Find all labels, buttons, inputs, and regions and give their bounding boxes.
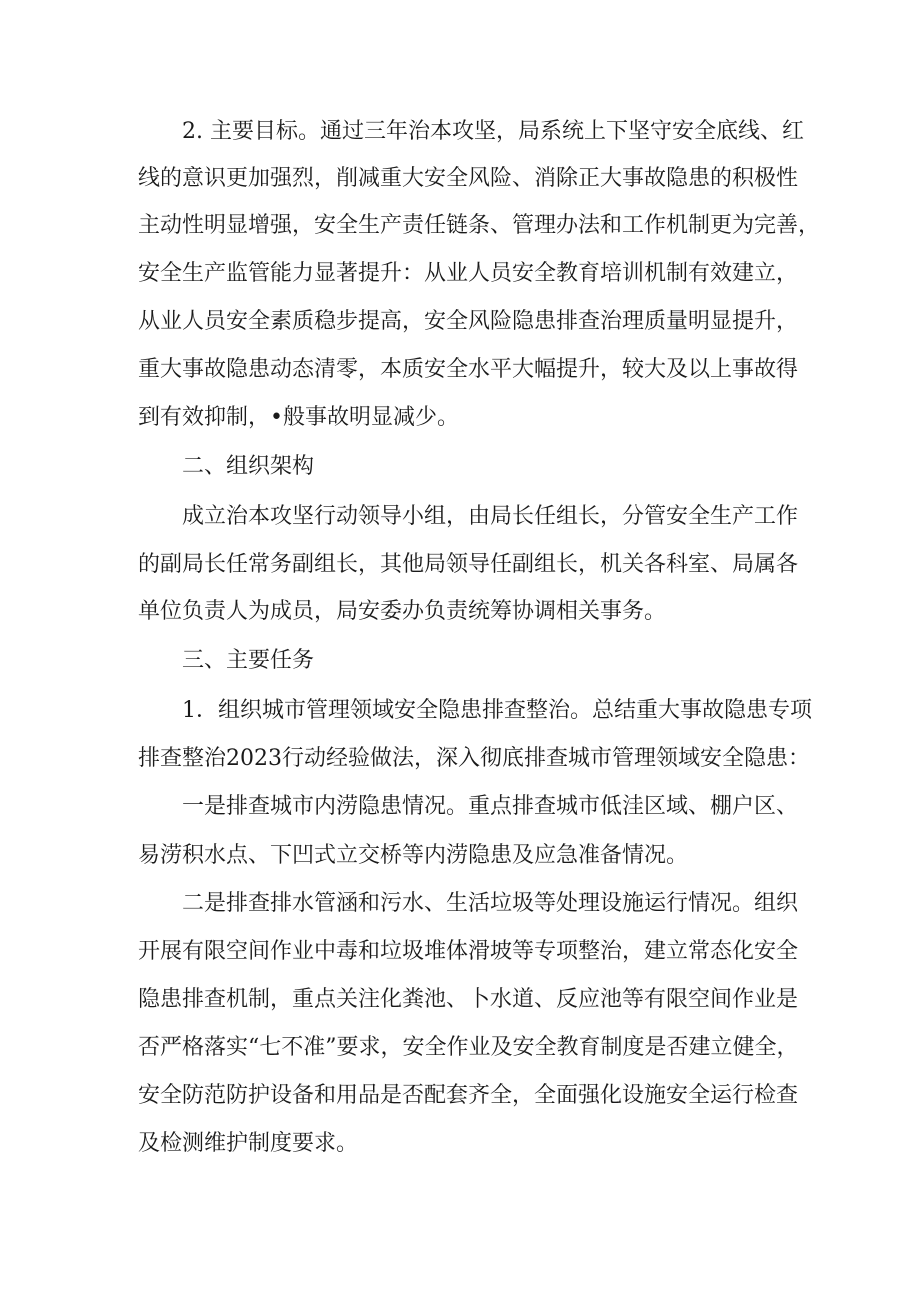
text-line: 二是排查排水管涵和污水、生活垃圾等处理设施运行情况。组织 xyxy=(138,891,799,916)
text-line: 易涝积水点、下凹式立交桥等内涝隐患及应急准备情况。 xyxy=(138,843,689,868)
text-line: 开展有限空间作业中毒和垃圾堆体滑坡等专项整治，建立常态化安全 xyxy=(138,939,799,964)
text-line: 排查整治2023行动经验做法，深入彻底排查城市管理领域安全隐患： xyxy=(138,746,810,771)
text-line: 及检测维护制度要求。 xyxy=(138,1131,359,1156)
text-line: 成立治本攻坚行动领导小组，由局长任组长，分管安全生产工作 xyxy=(138,504,799,529)
section-heading-org: 二、组织架构 xyxy=(182,454,315,479)
text-line: 单位负责人为成员，局安委办负责统筹协调相关事务。 xyxy=(138,599,667,624)
text-line: 从业人员安全素质稳步提高，安全风险隐患排查治理质量明显提升， xyxy=(138,309,799,334)
text-line: 1．组织城市管理领域安全隐患排查整治。总结重大事故隐患专项 xyxy=(138,698,812,723)
text-line: 线的意识更加强烈，削减重大安全风险、消除正大事故隐患的积极性 xyxy=(138,166,799,191)
text-line: 隐患排查机制，重点关注化粪池、卜水道、反应池等有限空间作业是 xyxy=(138,987,799,1012)
text-line: 安全防范防护设备和用品是否配套齐全，全面强化设施安全运行检查 xyxy=(138,1083,799,1108)
text-line: 否严格落实“七不准”要求，安全作业及安全教育制度是否建立健全， xyxy=(138,1035,799,1060)
text-line: 安全生产监管能力显著提升：从业人员安全教育培训机制有效建立， xyxy=(138,261,799,286)
text-line: 2. 主要目标。通过三年治本攻坚，局系统上下坚守安全底线、红 xyxy=(138,119,804,144)
text-line: 重大事故隐患动态清零，本质安全水平大幅提升，较大及以上事故得 xyxy=(138,357,799,382)
text-line: 一是排查城市内涝隐患情况。重点排查城市低洼区域、棚户区、 xyxy=(138,794,799,819)
text-line: 主动性明显增强，安全生产责任链条、管理办法和工作机制更为完善， xyxy=(138,213,821,238)
section-heading-tasks: 三、主要任务 xyxy=(182,648,315,673)
text-line: 的副局长任常务副组长，其他局领导任副组长，机关各科室、局属各 xyxy=(138,552,799,577)
text-line: 到有效抑制，•般事故明显减少。 xyxy=(138,405,459,430)
